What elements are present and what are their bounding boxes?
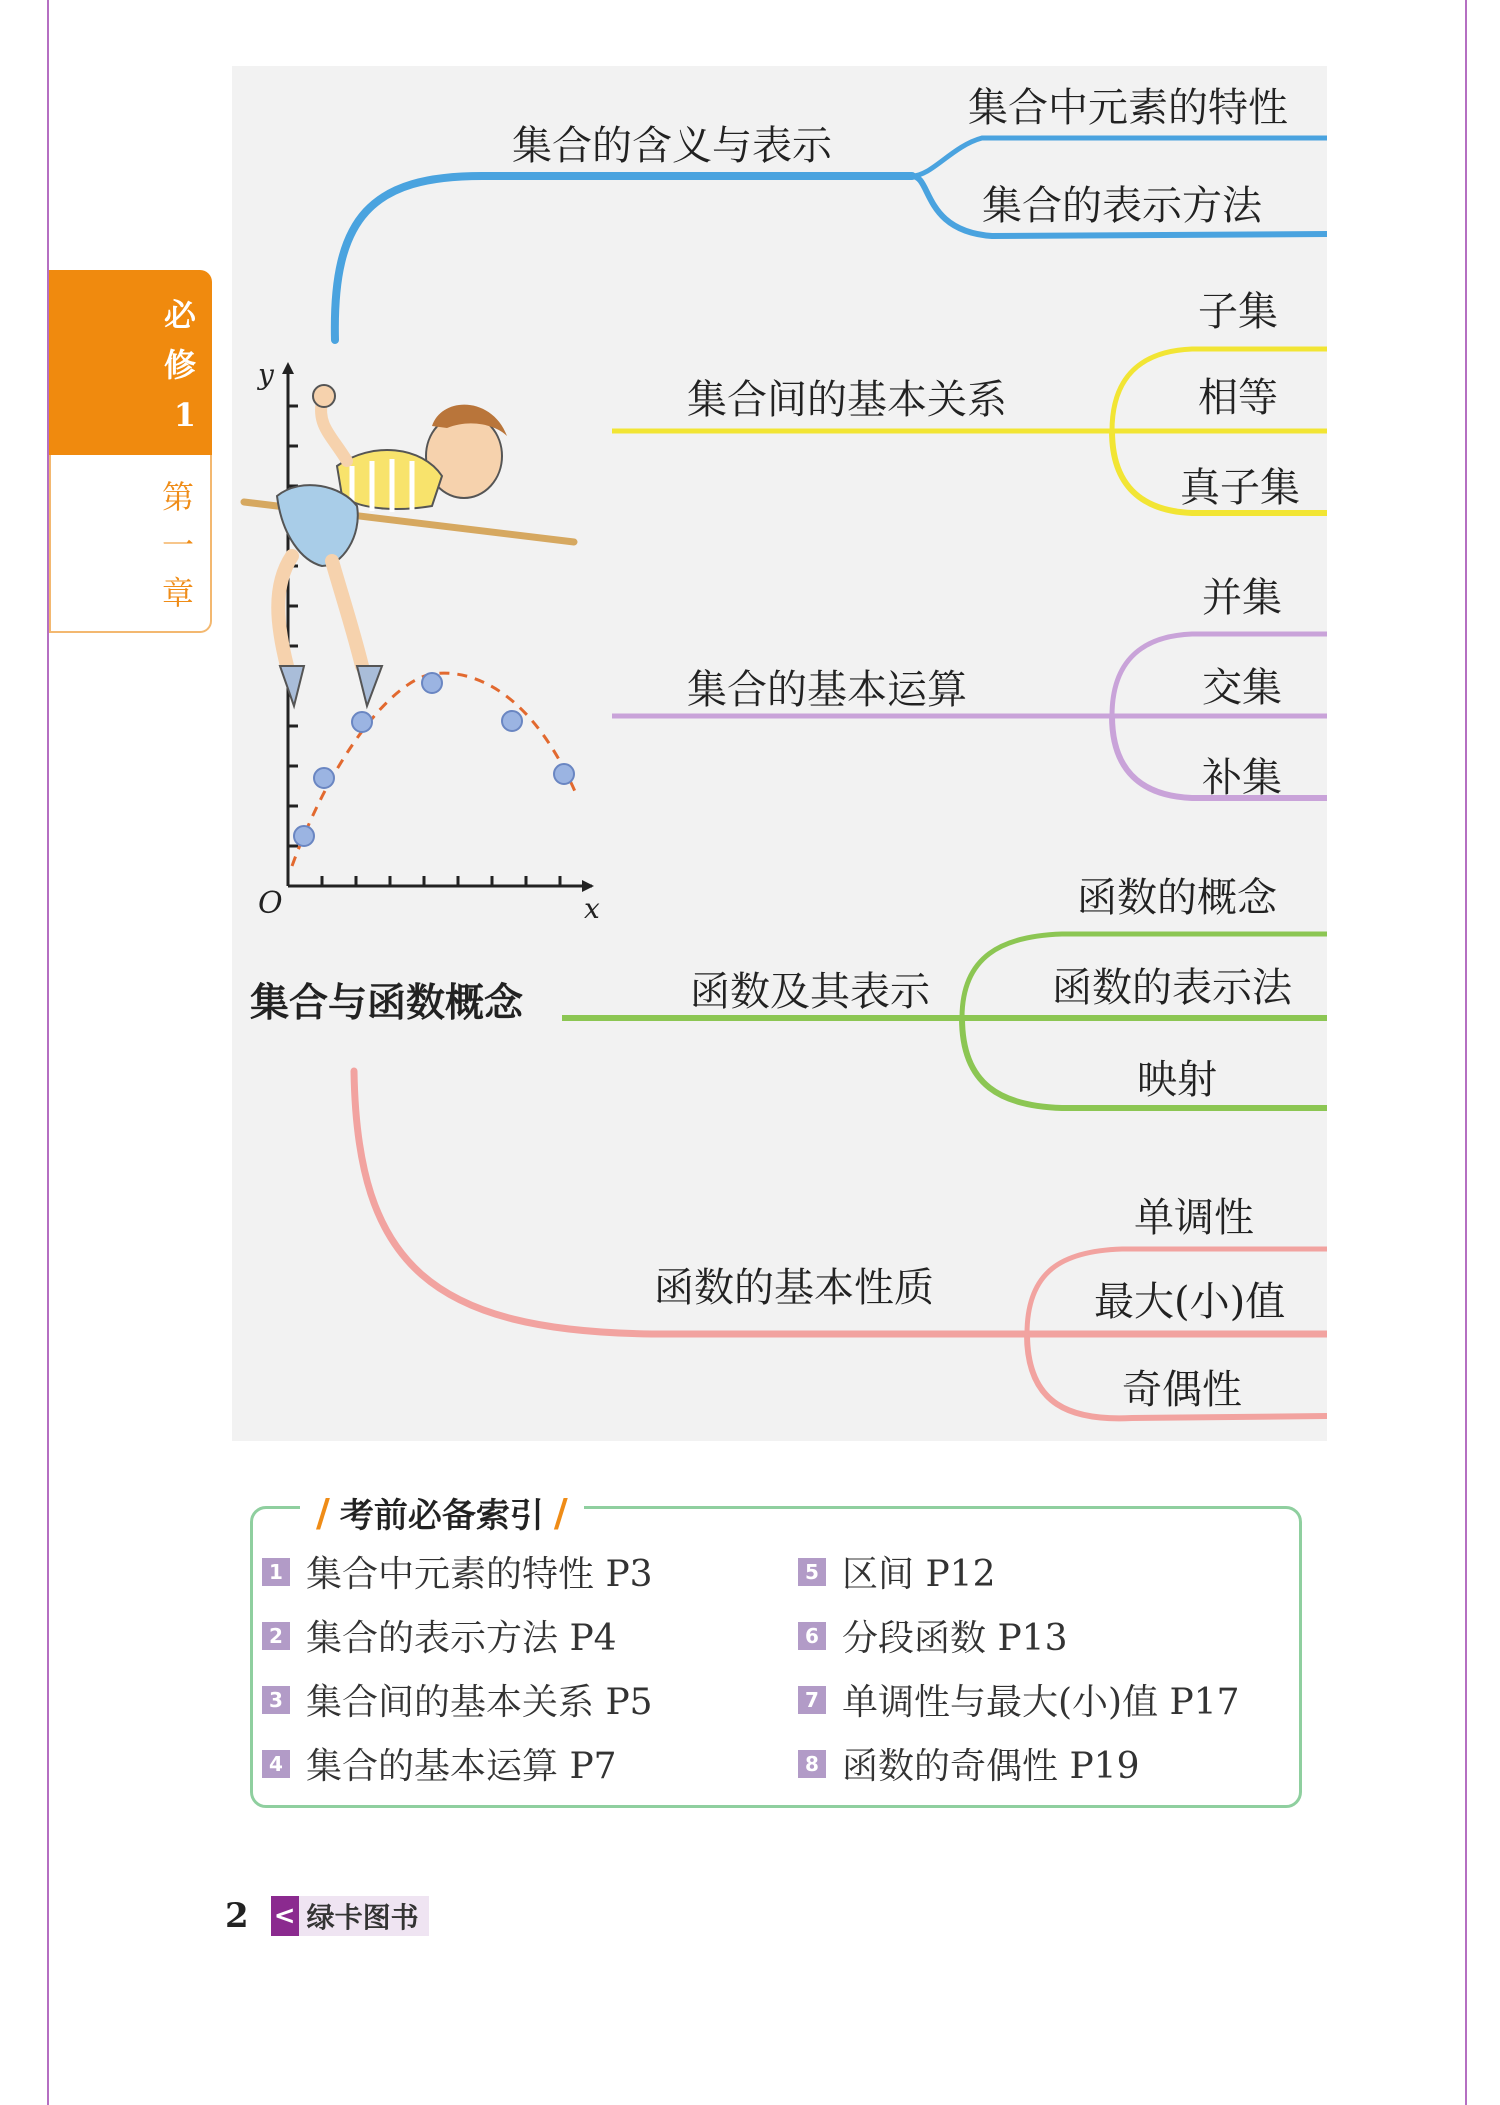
exam-index-title-text: 考前必备索引 [339, 1496, 544, 1536]
leaf-label: 并集 [1202, 575, 1282, 621]
x-axis-label: x [584, 892, 600, 925]
index-number-badge: 2 [262, 1622, 290, 1650]
index-number-badge: 7 [798, 1686, 826, 1714]
index-number-badge: 6 [798, 1622, 826, 1650]
index-item [262, 1674, 653, 1725]
index-item-text: 分段函数 P13 [842, 1618, 1068, 1659]
brand-badge [271, 1896, 429, 1936]
index-number-badge: 4 [262, 1750, 290, 1778]
index-item [798, 1610, 1067, 1661]
y-axis-label: y [258, 358, 274, 391]
origin-label: O [258, 886, 283, 921]
leaf-label: 最大(小)值 [1094, 1279, 1286, 1325]
leaf-label: 相等 [1198, 375, 1278, 421]
index-item [262, 1610, 617, 1661]
leaf-label: 奇偶性 [1122, 1367, 1242, 1413]
brand-logo-icon: < [271, 1896, 299, 1936]
index-item [262, 1546, 653, 1597]
index-item-text: 区间 P12 [842, 1554, 996, 1595]
mind-map-root: 集合与函数概念 [250, 981, 524, 1026]
slash-decoration: / [316, 1490, 330, 1535]
index-item [798, 1546, 995, 1597]
exam-index-title [300, 1488, 584, 1537]
leaf-label: 补集 [1202, 755, 1282, 801]
leaf-label: 子集 [1198, 289, 1278, 335]
index-item [798, 1674, 1240, 1725]
index-item-text: 集合的表示方法 P4 [306, 1618, 617, 1659]
index-item [798, 1738, 1139, 1789]
branch-label: 集合间的基本关系 [687, 377, 1007, 423]
chapter-char-1: 第 [161, 478, 194, 516]
index-item-text: 单调性与最大(小)值 P17 [842, 1682, 1240, 1723]
branch-label: 函数的基本性质 [654, 1265, 934, 1311]
slash-decoration: / [553, 1490, 568, 1535]
chapter-char-3: 章 [161, 574, 194, 612]
index-number-badge: 8 [798, 1750, 826, 1778]
branch-label: 函数及其表示 [690, 969, 930, 1015]
volume-tab [49, 270, 212, 455]
index-item-text: 函数的奇偶性 P19 [842, 1746, 1140, 1787]
branch-label: 集合的基本运算 [687, 667, 967, 713]
index-number-badge: 5 [798, 1558, 826, 1586]
branch-label: 集合的含义与表示 [512, 123, 832, 169]
chapter-side-tab [49, 270, 212, 633]
page-border-right [1465, 0, 1467, 2105]
leaf-label: 函数的概念 [1077, 875, 1277, 921]
leaf-label: 映射 [1137, 1057, 1217, 1103]
leaf-label: 真子集 [1180, 465, 1300, 511]
brand-name: 绿卡图书 [306, 1901, 419, 1934]
mind-map [232, 66, 1327, 1441]
volume-number: 1 [173, 396, 196, 434]
leaf-label: 集合中元素的特性 [968, 85, 1288, 131]
leaf-label: 交集 [1202, 665, 1282, 711]
index-item [262, 1738, 617, 1789]
index-number-badge: 1 [262, 1558, 290, 1586]
index-item-text: 集合间的基本关系 P5 [306, 1682, 653, 1723]
volume-char-2: 修 [163, 346, 196, 384]
leaf-label: 单调性 [1134, 1195, 1254, 1241]
leaf-label: 函数的表示法 [1052, 965, 1292, 1011]
index-item-text: 集合中元素的特性 P3 [306, 1554, 653, 1595]
index-item-text: 集合的基本运算 P7 [306, 1746, 617, 1787]
page-number: 2 [225, 1896, 249, 1936]
volume-char-1: 必 [163, 296, 196, 334]
leaf-label: 集合的表示方法 [982, 183, 1262, 229]
chapter-char-2: 一 [161, 526, 194, 564]
page-footer [225, 1896, 429, 1936]
index-number-badge: 3 [262, 1686, 290, 1714]
chapter-tab [49, 455, 212, 633]
